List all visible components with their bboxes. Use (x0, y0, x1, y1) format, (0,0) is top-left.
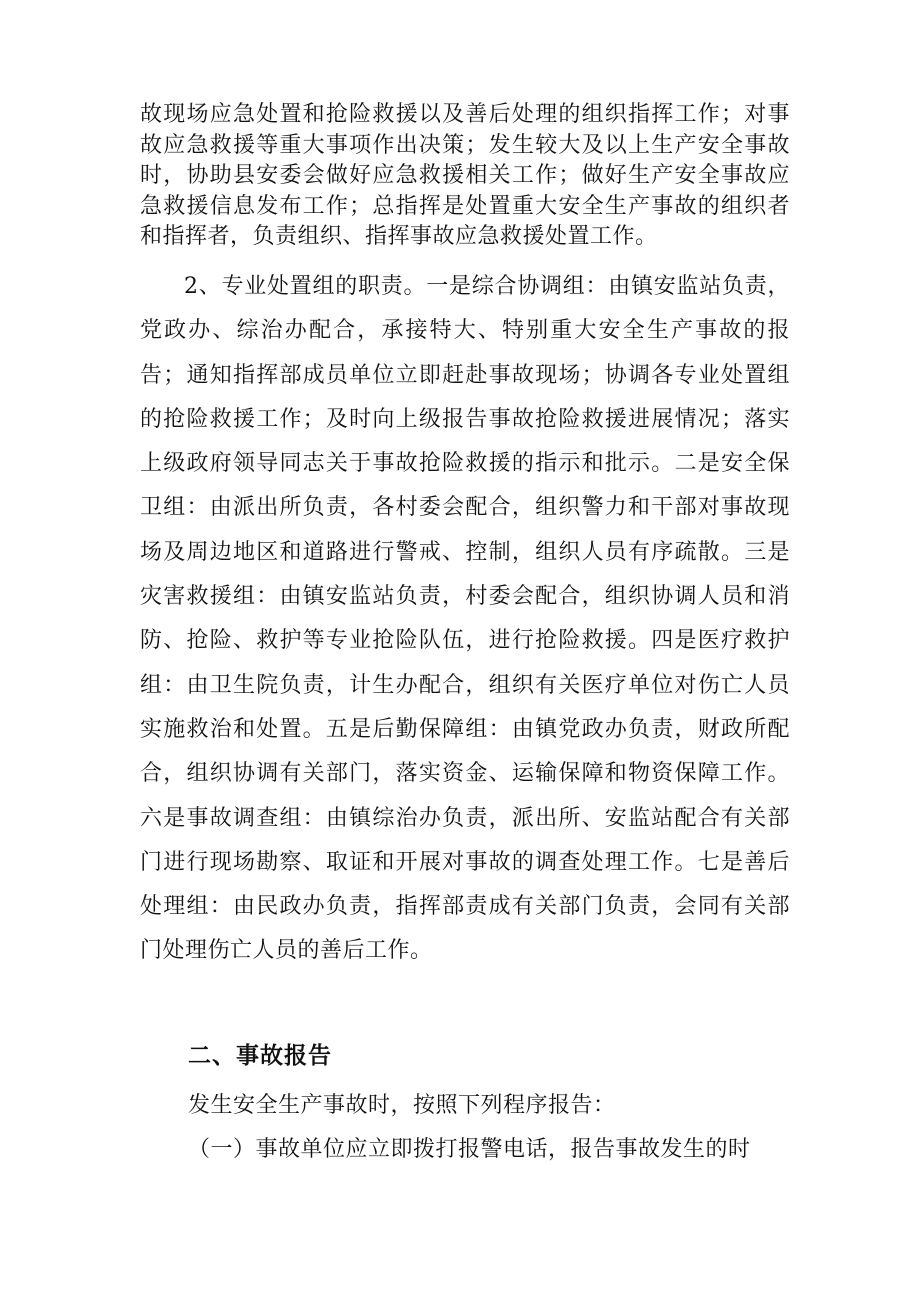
paragraph-report-step-1: （一）事故单位应立即拨打报警电话，报告事故发生的时 (188, 1137, 751, 1162)
paragraph-report-procedure: 发生安全生产事故时，按照下列程序报告： (188, 1093, 616, 1118)
paragraph-command-duties: 故现场应急处置和抢险救援以及善后处理的组织指挥工作；对事故应急救援等重大事项作出决策；发生较大及以上生产安全事故时，协助县安委会做好应急救援相关工作；做好生产安全事故应急救援信息发布工作；总指挥是处置重大安全生产事故的组织者和指挥者，负责组织、指挥事故应急救援处置工作。 (140, 102, 790, 249)
paragraph-group-duties: 2、专业处置组的职责。一是综合协调组：由镇安监站负责，党政办、综治办配合，承接特大、特别重大安全生产事故的报告；通知指挥部成员单位立即赶赴事故现场；协调各专业处置组的抢险救援工作；及时向上级报告事故抢险救援进展情况；落实上级政府领导同志关于事故抢险救援的指示和批示。二是安全保卫组：由派出所负责，各村委会配合，组织警力和干部对事故现场及周边地区和道路进行警戒、控制，组织人员有序疏散。三是灾害救援组：由镇安监站负责，村委会配合，组织协调人员和消防、抢险、救护等专业抢险队伍，进行抢险救援。四是医疗救护组：由卫生院负责，计生办配合，组织有关医疗单位对伤亡人员实施救治和处置。五是后勤保障组：由镇党政办负责，财政所配合，组织协调有关部门，落实资金、运输保障和物资保障工作。六是事故调查组：由镇综治办负责，派出所、安监站配合有关部门进行现场勘察、取证和开展对事故的调查处理工作。七是善后处理组：由民政办负责，指挥部责成有关部门负责，会同有关部门处理伤亡人员的善后工作。 (140, 274, 790, 964)
section-heading-accident-report: 二、事故报告 (188, 1043, 332, 1069)
